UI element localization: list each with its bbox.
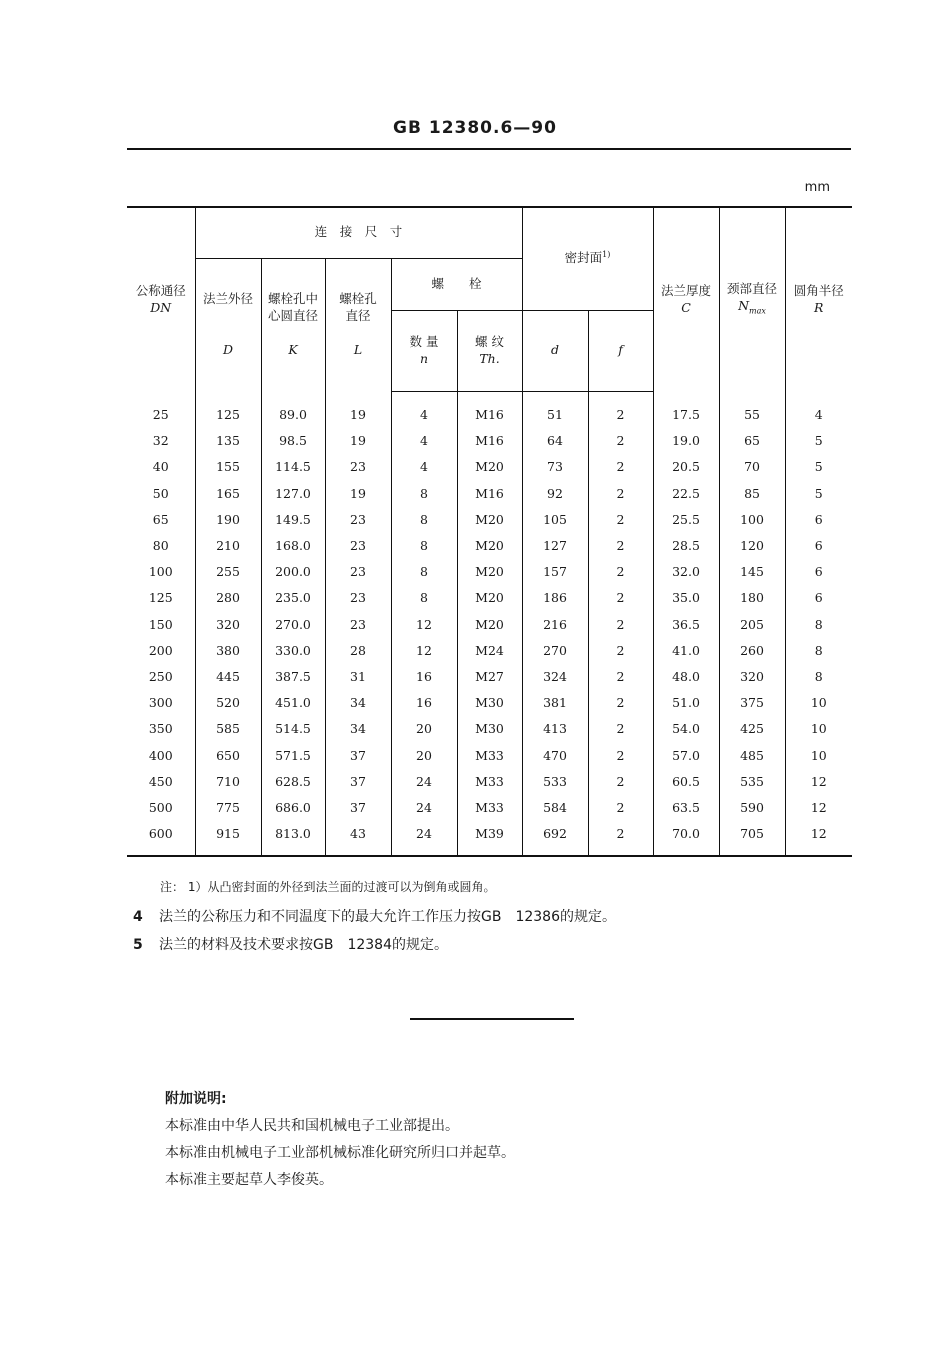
cell-thickness: 25.5 <box>653 506 719 532</box>
cell-bolt-qty: 4 <box>391 391 457 428</box>
cell-dn: 500 <box>148 799 173 815</box>
cell-thickness: 60.5 <box>653 768 719 794</box>
table-row <box>127 716 852 742</box>
cell-bolt-hole: 23 <box>325 454 391 480</box>
header-seal-note: 1) <box>602 250 611 260</box>
cell-seal-f: 2 <box>588 637 653 663</box>
cell-bolt-circle: 89.0 <box>261 391 325 428</box>
cell-flange-od: 585 <box>195 716 261 742</box>
cell-seal-f: 2 <box>588 532 653 558</box>
cell-bolt-hole: 23 <box>325 559 391 585</box>
header-bolt-qty-label: 数 量 <box>409 333 439 349</box>
header-bolt-circle-line1: 螺栓孔中 <box>267 290 318 306</box>
header-neck-symbol <box>720 298 785 317</box>
cell-radius: 4 <box>785 391 852 428</box>
cell-seal-d: 470 <box>522 742 588 768</box>
cell-seal-f: 2 <box>588 768 653 794</box>
end-rule <box>410 1018 574 1020</box>
table-row <box>127 742 852 768</box>
cell-dn: 40 <box>152 459 169 475</box>
cell-seal-d: 381 <box>522 690 588 716</box>
clause-4-number: 4 <box>133 909 143 925</box>
cell-seal-f: 2 <box>588 454 653 480</box>
cell-dn: 600 <box>127 821 195 856</box>
cell-flange-od: 125 <box>195 391 261 428</box>
cell-neck-diameter: 320 <box>719 663 785 689</box>
cell-bolt-qty: 20 <box>391 742 457 768</box>
cell-seal-d: 584 <box>522 794 588 820</box>
cell-neck-diameter: 55 <box>719 391 785 428</box>
cell-bolt-thread: M39 <box>457 821 522 856</box>
header-radius-symbol: R <box>814 299 824 315</box>
header-bolt-qty <box>391 310 457 391</box>
cell-neck-diameter: 375 <box>719 690 785 716</box>
cell-bolt-thread: M33 <box>457 768 522 794</box>
cell-seal-f: 2 <box>588 663 653 689</box>
cell-bolt-thread: M16 <box>457 480 522 506</box>
cell-bolt-thread: M33 <box>457 794 522 820</box>
cell-seal-d: 92 <box>522 480 588 506</box>
header-seal <box>522 207 653 310</box>
table-row <box>127 480 852 506</box>
cell-neck-diameter: 425 <box>719 716 785 742</box>
cell-bolt-qty: 24 <box>391 794 457 820</box>
cell-dn: 300 <box>148 695 173 711</box>
cell-seal-f: 2 <box>588 794 653 820</box>
cell-bolt-hole: 37 <box>325 742 391 768</box>
cell-seal-d: 413 <box>522 716 588 742</box>
cell-seal-f: 2 <box>588 559 653 585</box>
cell-seal-d: 73 <box>522 454 588 480</box>
cell-bolt-thread: M20 <box>457 585 522 611</box>
cell-neck-diameter: 120 <box>719 532 785 558</box>
header-bolt-thread-symbol: Th. <box>479 350 500 366</box>
cell-bolt-hole: 23 <box>325 532 391 558</box>
cell-bolt-circle: 451.0 <box>261 690 325 716</box>
cell-seal-f: 2 <box>588 821 653 856</box>
header-bolt-hole-line2: 直径 <box>345 307 371 323</box>
cell-bolt-hole: 34 <box>325 716 391 742</box>
cell-flange-od: 320 <box>195 611 261 637</box>
cell-flange-od: 280 <box>195 585 261 611</box>
table-row <box>127 611 852 637</box>
cell-dn: 250 <box>148 668 173 684</box>
cell-flange-od: 380 <box>195 637 261 663</box>
cell-bolt-qty: 4 <box>391 428 457 454</box>
cell-neck-diameter: 260 <box>719 637 785 663</box>
cell-bolt-qty: 12 <box>391 611 457 637</box>
table-row <box>127 794 852 820</box>
cell-thickness: 35.0 <box>653 585 719 611</box>
header-bolt-circle-line2: 心圆直径 <box>267 307 318 323</box>
header-bolt-hole <box>325 258 391 391</box>
cell-radius: 5 <box>785 480 852 506</box>
cell-thickness: 41.0 <box>653 637 719 663</box>
cell-bolt-circle: 168.0 <box>261 532 325 558</box>
cell-thickness: 51.0 <box>653 690 719 716</box>
header-thickness <box>653 207 719 391</box>
cell-bolt-thread: M24 <box>457 637 522 663</box>
header-bolt: 螺 栓 <box>391 258 522 310</box>
header-dn <box>127 207 195 391</box>
cell-bolt-circle: 514.5 <box>261 716 325 742</box>
cell-radius: 5 <box>785 454 852 480</box>
header-dn-label: 公称通径 <box>135 282 186 298</box>
cell-seal-d: 186 <box>522 585 588 611</box>
cell-bolt-qty: 8 <box>391 480 457 506</box>
cell-dn: 80 <box>152 538 169 554</box>
cell-bolt-thread: M16 <box>457 391 522 428</box>
cell-flange-od: 650 <box>195 742 261 768</box>
cell-dn: 200 <box>148 642 173 658</box>
cell-bolt-thread: M16 <box>457 428 522 454</box>
cell-seal-d: 270 <box>522 637 588 663</box>
cell-bolt-hole: 28 <box>325 637 391 663</box>
cell-radius: 12 <box>785 821 852 856</box>
table-row <box>127 454 852 480</box>
table-row <box>127 506 852 532</box>
cell-bolt-circle: 149.5 <box>261 506 325 532</box>
cell-bolt-circle: 387.5 <box>261 663 325 689</box>
clause-4-text: 法兰的公称压力和不同温度下的最大允许工作压力按GB 12386的规定。 <box>159 909 616 925</box>
cell-seal-d: 64 <box>522 428 588 454</box>
clause-5-number: 5 <box>133 937 143 953</box>
header-bolt-thread <box>457 310 522 391</box>
cell-bolt-circle: 330.0 <box>261 637 325 663</box>
cell-thickness: 19.0 <box>653 428 719 454</box>
header-thickness-symbol: C <box>681 299 691 315</box>
cell-dn: 125 <box>148 590 173 606</box>
cell-bolt-hole: 23 <box>325 506 391 532</box>
table-row <box>127 391 852 428</box>
cell-seal-d: 692 <box>522 821 588 856</box>
cell-dn: 32 <box>152 433 169 449</box>
cell-flange-od: 190 <box>195 506 261 532</box>
cell-radius: 8 <box>785 663 852 689</box>
cell-dn: 65 <box>152 511 169 527</box>
cell-flange-od: 210 <box>195 532 261 558</box>
cell-flange-od: 445 <box>195 663 261 689</box>
header-radius-label: 圆角半径 <box>793 282 844 298</box>
cell-bolt-hole: 37 <box>325 794 391 820</box>
cell-thickness: 70.0 <box>653 821 719 856</box>
additional-note-line: 本标准主要起草人李俊英。 <box>165 1172 333 1188</box>
cell-thickness: 20.5 <box>653 454 719 480</box>
cell-seal-f: 2 <box>588 690 653 716</box>
cell-dn: 400 <box>148 747 173 763</box>
cell-bolt-thread: M27 <box>457 663 522 689</box>
cell-thickness: 28.5 <box>653 532 719 558</box>
header-seal-label: 密封面 <box>564 250 603 266</box>
cell-bolt-qty: 8 <box>391 506 457 532</box>
cell-bolt-circle: 270.0 <box>261 611 325 637</box>
cell-seal-f: 2 <box>588 716 653 742</box>
cell-dn: 25 <box>152 406 169 422</box>
cell-bolt-hole: 37 <box>325 768 391 794</box>
cell-bolt-thread: M20 <box>457 559 522 585</box>
additional-notes-title: 附加说明: <box>165 1091 227 1107</box>
cell-thickness: 36.5 <box>653 611 719 637</box>
cell-bolt-qty: 8 <box>391 585 457 611</box>
cell-bolt-thread: M20 <box>457 611 522 637</box>
header-flange-od-symbol: D <box>222 341 234 357</box>
cell-radius: 10 <box>785 716 852 742</box>
header-bolt-hole-symbol: L <box>353 341 363 357</box>
cell-neck-diameter: 100 <box>719 506 785 532</box>
header-thickness-label: 法兰厚度 <box>661 282 712 298</box>
cell-seal-f: 2 <box>588 611 653 637</box>
cell-flange-od: 155 <box>195 454 261 480</box>
cell-neck-diameter: 145 <box>719 559 785 585</box>
cell-flange-od: 255 <box>195 559 261 585</box>
cell-bolt-qty: 8 <box>391 559 457 585</box>
header-flange-od-label: 法兰外径 <box>202 290 253 306</box>
cell-thickness: 57.0 <box>653 742 719 768</box>
cell-seal-d: 105 <box>522 506 588 532</box>
cell-neck-diameter: 590 <box>719 794 785 820</box>
cell-bolt-qty: 8 <box>391 532 457 558</box>
header-bolt-circle-symbol: K <box>288 341 298 357</box>
cell-seal-d: 216 <box>522 611 588 637</box>
table-row <box>127 428 852 454</box>
cell-bolt-circle: 571.5 <box>261 742 325 768</box>
header-flange-od <box>195 258 261 391</box>
cell-bolt-thread: M20 <box>457 532 522 558</box>
cell-radius: 8 <box>785 637 852 663</box>
cell-radius: 12 <box>785 794 852 820</box>
cell-seal-f: 2 <box>588 506 653 532</box>
cell-radius: 6 <box>785 585 852 611</box>
cell-bolt-thread: M30 <box>457 716 522 742</box>
cell-seal-d: 324 <box>522 663 588 689</box>
cell-bolt-hole: 23 <box>325 585 391 611</box>
header-connection: 连 接 尺 寸 <box>195 207 522 258</box>
cell-dn: 50 <box>152 485 169 501</box>
cell-bolt-qty: 24 <box>391 821 457 856</box>
cell-thickness: 32.0 <box>653 559 719 585</box>
cell-bolt-qty: 20 <box>391 716 457 742</box>
cell-bolt-qty: 4 <box>391 454 457 480</box>
header-bolt-qty-symbol: n <box>419 350 429 366</box>
cell-bolt-thread: M20 <box>457 506 522 532</box>
cell-radius: 10 <box>785 742 852 768</box>
table-row <box>127 663 852 689</box>
cell-bolt-qty: 24 <box>391 768 457 794</box>
cell-seal-d: 533 <box>522 768 588 794</box>
cell-bolt-circle: 813.0 <box>261 821 325 856</box>
cell-seal-f: 2 <box>588 428 653 454</box>
additional-note-line: 本标准由中华人民共和国机械电子工业部提出。 <box>165 1118 459 1134</box>
header-bolt-circle <box>261 258 325 391</box>
cell-bolt-circle: 200.0 <box>261 559 325 585</box>
cell-seal-f: 2 <box>588 480 653 506</box>
cell-dn: 350 <box>148 721 173 737</box>
cell-bolt-hole: 19 <box>325 480 391 506</box>
cell-seal-d: 51 <box>522 391 588 428</box>
cell-thickness: 48.0 <box>653 663 719 689</box>
title-rule <box>127 148 851 150</box>
cell-neck-diameter: 535 <box>719 768 785 794</box>
cell-bolt-circle: 114.5 <box>261 454 325 480</box>
cell-neck-diameter: 180 <box>719 585 785 611</box>
cell-neck-diameter: 70 <box>719 454 785 480</box>
cell-dn: 450 <box>148 773 173 789</box>
header-seal-f: f <box>588 310 653 391</box>
cell-bolt-circle: 127.0 <box>261 480 325 506</box>
cell-thickness: 17.5 <box>653 391 719 428</box>
cell-neck-diameter: 65 <box>719 428 785 454</box>
cell-bolt-circle: 235.0 <box>261 585 325 611</box>
cell-bolt-hole: 34 <box>325 690 391 716</box>
header-neck-sub: max <box>749 306 766 316</box>
flange-dimension-table <box>127 206 852 857</box>
cell-neck-diameter: 485 <box>719 742 785 768</box>
cell-seal-d: 127 <box>522 532 588 558</box>
cell-radius: 10 <box>785 690 852 716</box>
header-bolt-hole-line1: 螺栓孔 <box>339 290 377 306</box>
cell-dn: 150 <box>148 616 173 632</box>
cell-bolt-thread: M30 <box>457 690 522 716</box>
clause-5-text: 法兰的材料及技术要求按GB 12384的规定。 <box>159 937 448 953</box>
cell-thickness: 22.5 <box>653 480 719 506</box>
cell-bolt-circle: 628.5 <box>261 768 325 794</box>
cell-bolt-hole: 19 <box>325 428 391 454</box>
cell-thickness: 63.5 <box>653 794 719 820</box>
cell-bolt-qty: 16 <box>391 663 457 689</box>
table-row <box>127 768 852 794</box>
cell-radius: 8 <box>785 611 852 637</box>
cell-thickness: 54.0 <box>653 716 719 742</box>
cell-radius: 6 <box>785 532 852 558</box>
cell-seal-d: 157 <box>522 559 588 585</box>
cell-bolt-hole: 43 <box>325 821 391 856</box>
cell-flange-od: 710 <box>195 768 261 794</box>
header-neck-label: 颈部直径 <box>727 281 778 297</box>
cell-neck-diameter: 705 <box>719 821 785 856</box>
header-dn-symbol: DN <box>150 299 172 315</box>
cell-neck-diameter: 85 <box>719 480 785 506</box>
cell-radius: 6 <box>785 506 852 532</box>
unit-label: mm <box>804 180 830 195</box>
cell-seal-f: 2 <box>588 742 653 768</box>
cell-radius: 5 <box>785 428 852 454</box>
clause-4 <box>133 906 616 926</box>
cell-bolt-circle: 98.5 <box>261 428 325 454</box>
table-row <box>127 637 852 663</box>
table-body <box>127 391 852 856</box>
additional-note-line: 本标准由机械电子工业部机械标准化研究所归口并起草。 <box>165 1145 515 1161</box>
table-header <box>127 207 852 391</box>
cell-bolt-qty: 12 <box>391 637 457 663</box>
cell-flange-od: 915 <box>195 821 261 856</box>
cell-bolt-thread: M20 <box>457 454 522 480</box>
cell-neck-diameter: 205 <box>719 611 785 637</box>
cell-flange-od: 135 <box>195 428 261 454</box>
cell-bolt-qty: 16 <box>391 690 457 716</box>
cell-seal-f: 2 <box>588 391 653 428</box>
cell-dn: 100 <box>148 564 173 580</box>
cell-bolt-hole: 19 <box>325 391 391 428</box>
cell-radius: 6 <box>785 559 852 585</box>
header-neck-sym: N <box>738 298 750 314</box>
clause-5 <box>133 934 448 954</box>
header-neck <box>719 207 785 391</box>
cell-flange-od: 520 <box>195 690 261 716</box>
table-row <box>127 821 852 856</box>
cell-radius: 12 <box>785 768 852 794</box>
cell-seal-f: 2 <box>588 585 653 611</box>
cell-bolt-thread: M33 <box>457 742 522 768</box>
header-bolt-thread-label: 螺 纹 <box>475 333 504 349</box>
table-row <box>127 559 852 585</box>
table-row <box>127 585 852 611</box>
cell-flange-od: 165 <box>195 480 261 506</box>
table-row <box>127 690 852 716</box>
table-row <box>127 532 852 558</box>
document-title: GB 12380.6—90 <box>393 118 557 138</box>
table-footnote: 注： 1）从凸密封面的外径到法兰面的过渡可以为倒角或圆角。 <box>160 880 496 894</box>
cell-bolt-hole: 23 <box>325 611 391 637</box>
cell-flange-od: 775 <box>195 794 261 820</box>
header-seal-d: d <box>522 310 588 391</box>
header-radius <box>785 207 852 391</box>
cell-bolt-hole: 31 <box>325 663 391 689</box>
cell-bolt-circle: 686.0 <box>261 794 325 820</box>
